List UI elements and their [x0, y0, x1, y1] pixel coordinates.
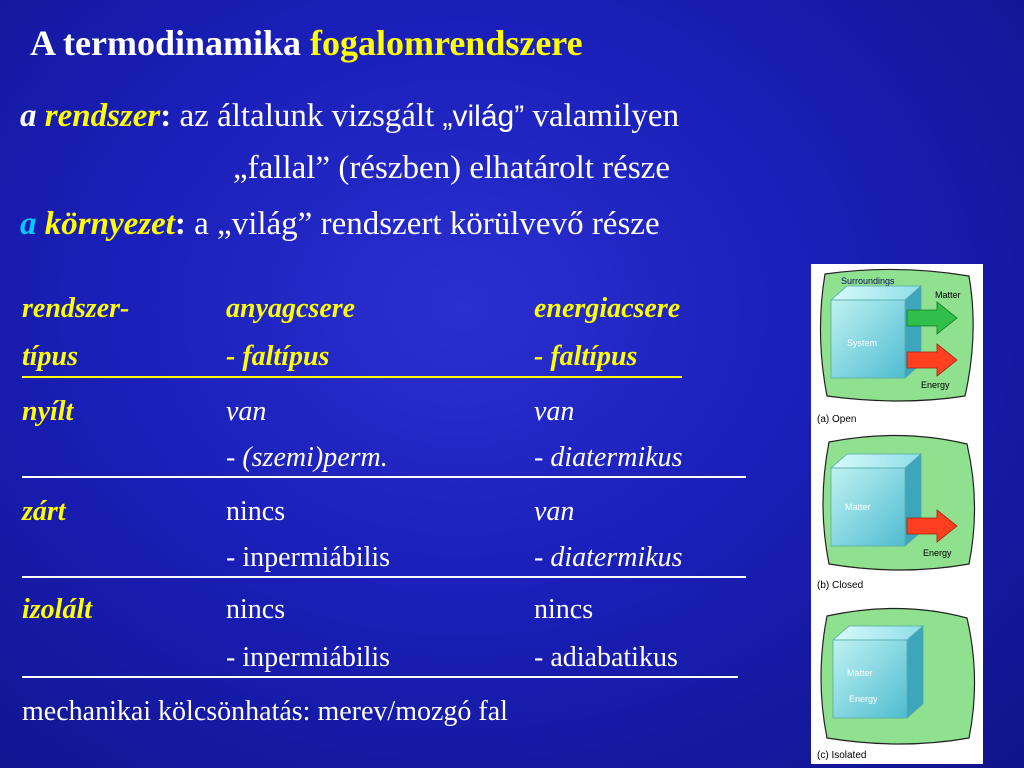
- system-text-after: valamilyen: [524, 98, 680, 134]
- header-matter-line1: anyagcsere: [226, 293, 356, 324]
- environment-article: a: [20, 206, 37, 242]
- row-open-energy: van: [534, 396, 575, 427]
- environment-colon: :: [174, 206, 186, 242]
- environment-definition: [20, 206, 660, 243]
- closed-matter-label: Matter: [845, 502, 871, 512]
- row-closed-energy-wall: - diatermikus: [534, 542, 683, 573]
- row-closed-matter-wall: - inpermiábilis: [226, 542, 391, 573]
- open-surroundings-label: Surroundings: [841, 276, 895, 286]
- row-open-underline: [22, 476, 746, 478]
- isolated-caption: (c) Isolated: [817, 750, 867, 761]
- row-open-energy-wall: - diatermikus: [534, 442, 683, 473]
- system-types-diagram: [811, 264, 983, 764]
- row-closed-underline: [22, 576, 746, 578]
- row-open-matter-wall-text: - (szemi)perm.: [226, 442, 388, 473]
- system-article: a: [20, 98, 37, 134]
- row-isolated-energy-wall: - adiabatikus: [534, 642, 678, 673]
- header-energy-line1: energiacsere: [534, 293, 681, 324]
- header-type-line2: típus: [22, 341, 79, 372]
- header-underline: [22, 376, 682, 378]
- header-energy-line2: - faltípus: [534, 341, 638, 372]
- row-isolated-underline: [22, 676, 738, 678]
- open-matter-label: Matter: [935, 290, 961, 300]
- open-energy-label: Energy: [921, 380, 950, 390]
- row-open-type: nyílt: [22, 396, 74, 427]
- system-term: rendszer: [44, 98, 161, 134]
- title-part-2: fogalomrendszere: [310, 23, 583, 63]
- system-colon: :: [160, 98, 172, 134]
- closed-energy-label: Energy: [923, 548, 952, 558]
- isolated-matter-label: Matter: [847, 668, 873, 678]
- open-caption: (a) Open: [817, 414, 857, 425]
- closed-system-panel: [817, 435, 975, 591]
- title-part-1: A termodinamika: [30, 23, 311, 63]
- row-closed-type: zárt: [22, 496, 66, 527]
- row-isolated-matter: nincs: [226, 594, 286, 625]
- row-isolated-energy: nincs: [534, 594, 594, 625]
- page-title: [30, 22, 583, 64]
- open-system-label: System: [847, 338, 878, 348]
- row-isolated-matter-wall: - inpermiábilis: [226, 642, 391, 673]
- environment-term: környezet: [44, 206, 175, 242]
- closed-caption: (b) Closed: [817, 580, 864, 591]
- environment-text: a „világ” rendszert körülvevő része: [185, 206, 660, 242]
- row-open-matter: van: [226, 396, 267, 427]
- header-type-line1: rendszer-: [22, 293, 130, 324]
- isolated-energy-label: Energy: [849, 694, 878, 704]
- system-definition-line2: „fallal” (részben) elhatárolt része: [233, 150, 670, 186]
- row-closed-matter: nincs: [226, 496, 286, 527]
- system-quoted-world: „világ”: [442, 100, 525, 133]
- system-types-figure: [811, 264, 983, 764]
- row-closed-energy: van: [534, 496, 575, 527]
- isolated-cube-front: [833, 640, 907, 718]
- row-isolated-type: izolált: [22, 594, 93, 625]
- open-system-panel: [817, 269, 973, 425]
- system-text-before: az általunk vizsgált: [171, 98, 443, 134]
- system-definition: [20, 98, 679, 135]
- footer-mechanical-interaction: mechanikai kölcsönhatás: merev/mozgó fal: [22, 696, 508, 727]
- header-matter-line2: - faltípus: [226, 341, 330, 372]
- row-open-matter-wall: [226, 442, 388, 474]
- isolated-system-panel: [817, 608, 975, 761]
- isolated-cube-side: [907, 626, 923, 718]
